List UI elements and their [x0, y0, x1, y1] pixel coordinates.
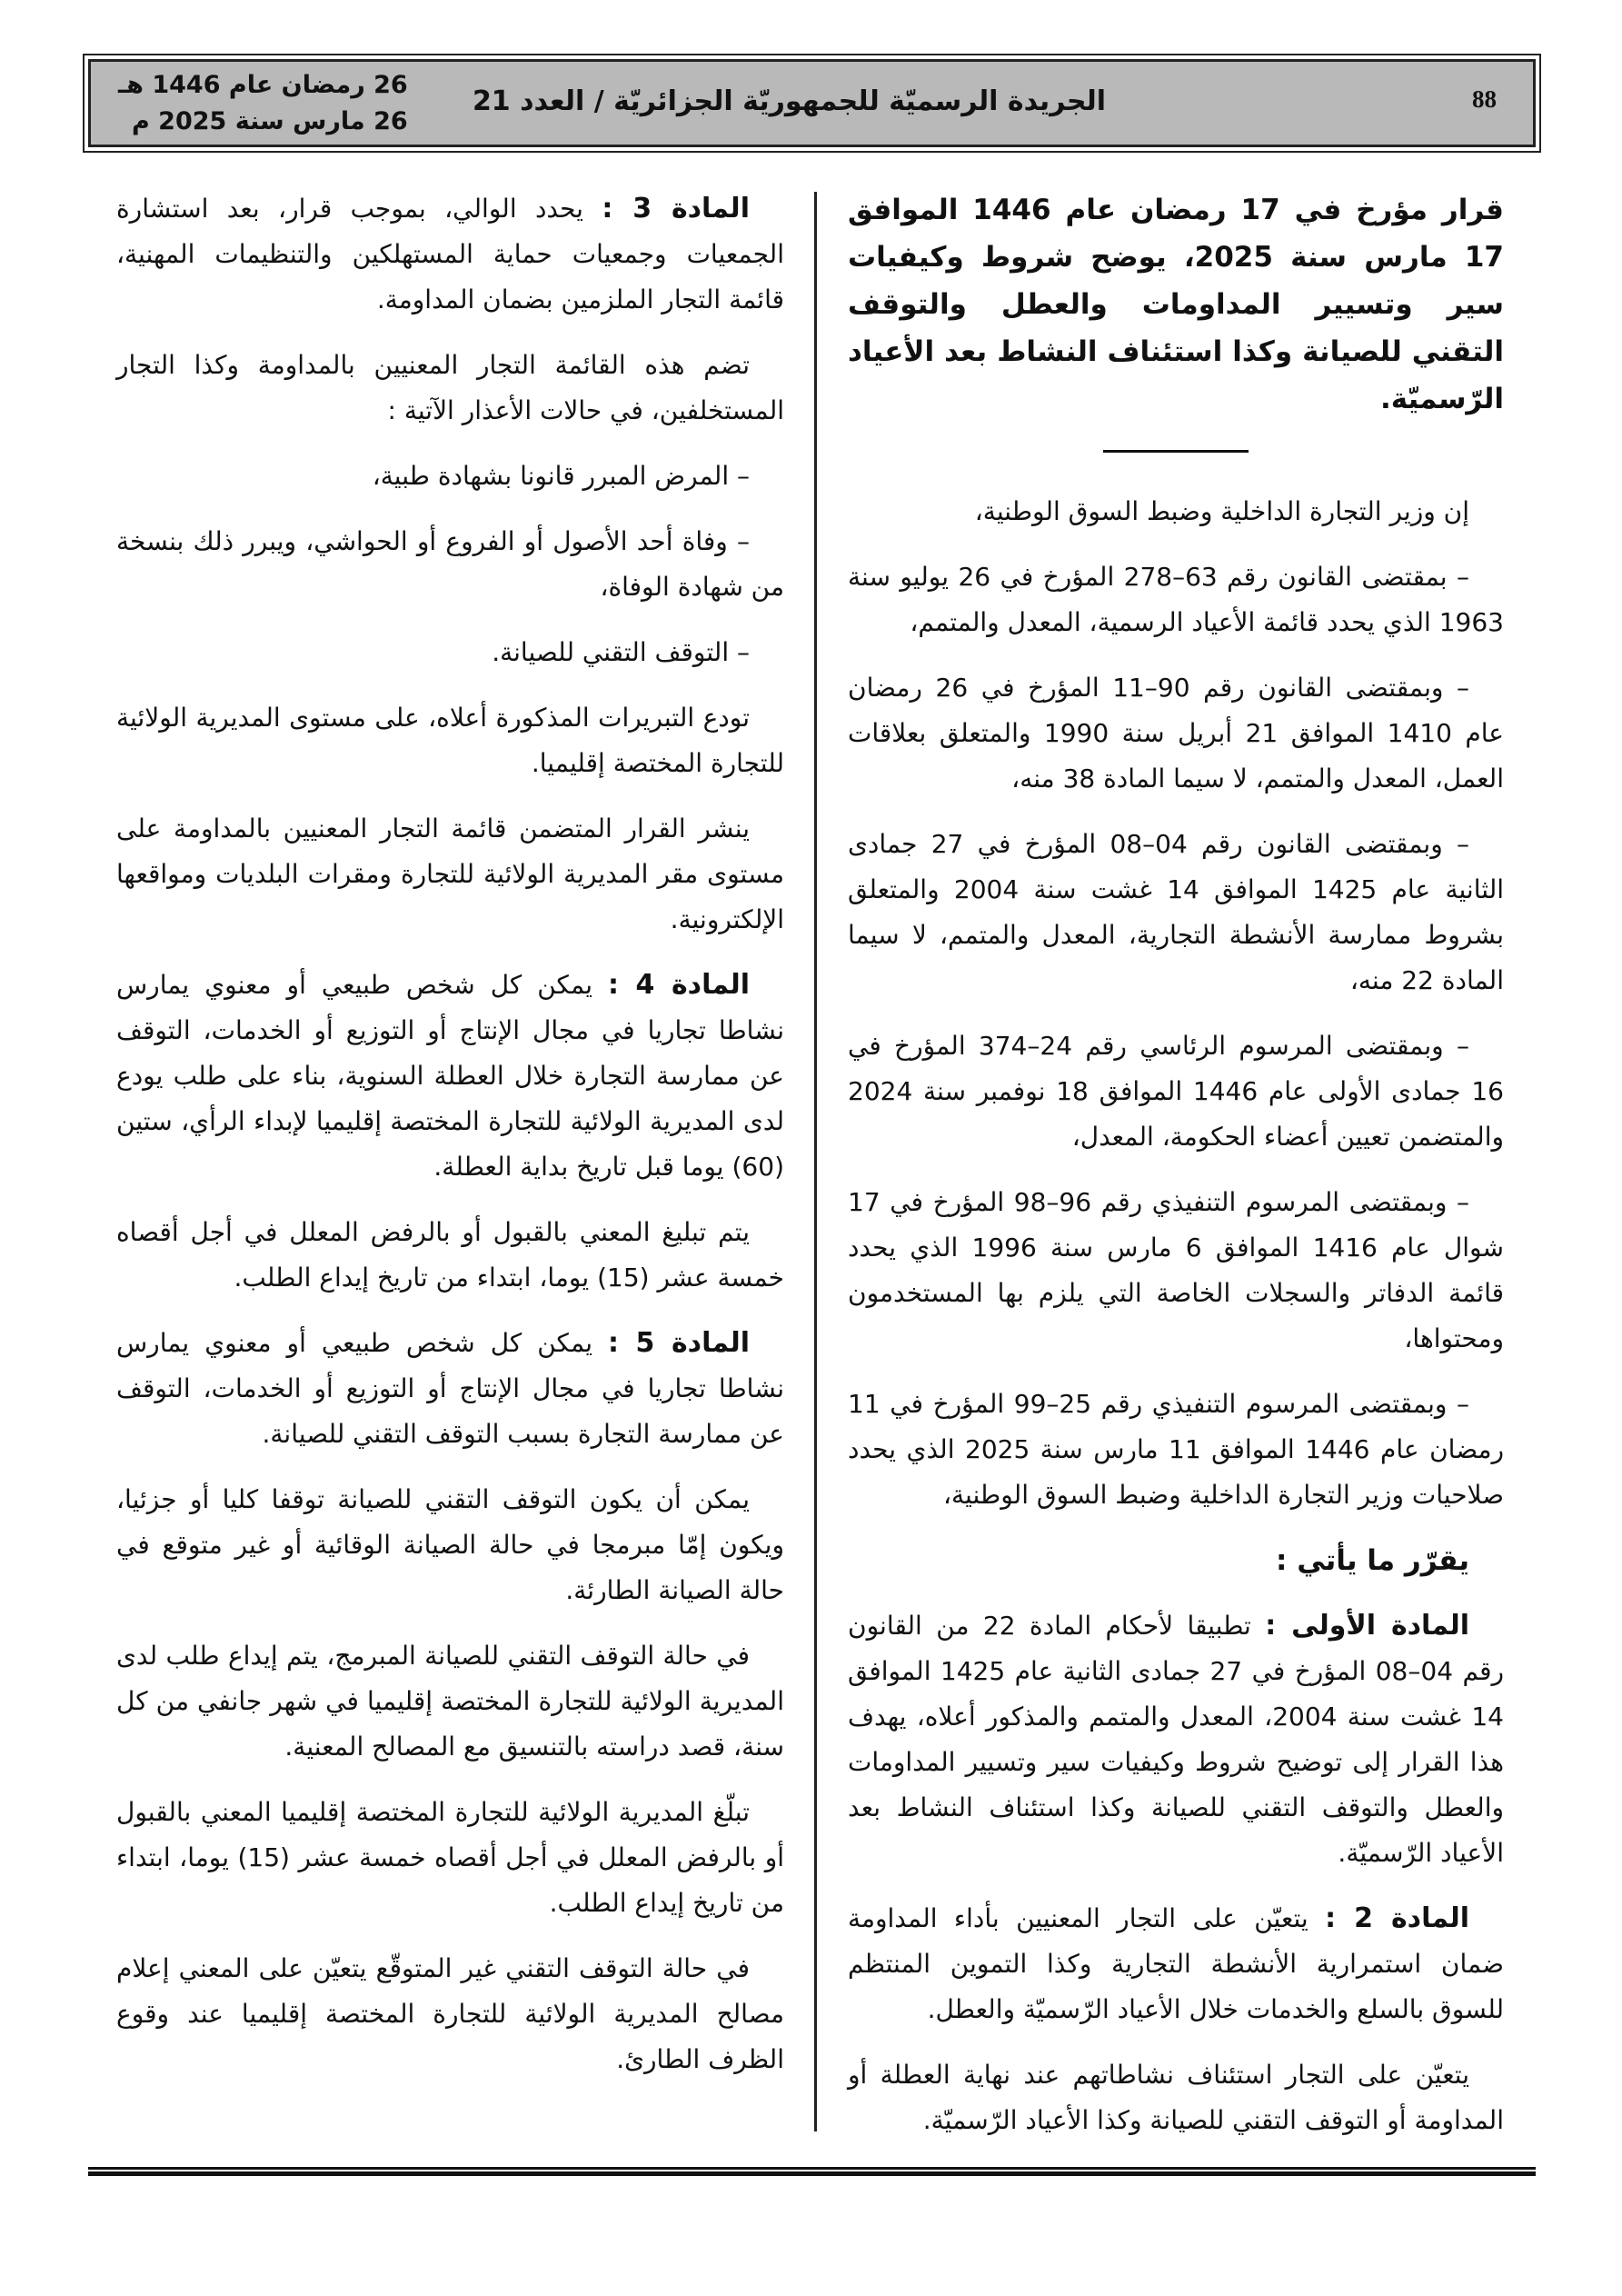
visa-item: – وبمقتضى المرسوم الرئاسي رقم 24–374 المؤرخ في 16 جمادى الأولى عام 1446 الموافق 18 نوفمبر سنة 2024 والمتضمن تعيين أعضاء الحكومة، المعدل، [848, 1031, 1504, 1152]
preamble-intro: إن وزير التجارة الداخلية وضبط السوق الوطنية، [974, 496, 1469, 526]
article-3-paragraph: تودع التبريرات المذكورة أعلاه، على مستوى المديرية الولائية للتجارة المختصة إقليميا. [116, 703, 784, 778]
article-3-paragraph: – التوقف التقني للصيانة. [492, 637, 750, 667]
visa-item: – بمقتضى القانون رقم 63–278 المؤرخ في 26 يوليو سنة 1963 الذي يحدد قائمة الأعياد الرسمية، المعدل والمتمم، [848, 562, 1504, 637]
article-2 [848, 1896, 1504, 2032]
article-label: المادة 2 : [1325, 1902, 1469, 1934]
article-5-paragraph: يمكن أن يكون التوقف التقني للصيانة توقفا كليا أو جزئيا، ويكون إمّا مبرمجا في حالة الصيانة الوقائية أو غير متوقع في حالة الصيانة الطارئة. [116, 1484, 784, 1605]
article-text: يحدد الوالي، بموجب قرار، بعد استشارة الجمعيات وجمعيات حماية المستهلكين والتنظيمات المهنية، قائمة التجار الملزمين بضمان المداومة. [116, 194, 784, 314]
article-label: المادة 4 : [608, 969, 750, 1001]
article-3-paragraph: – المرض المبرر قانونا بشهادة طبية، [372, 461, 750, 491]
column-divider [814, 192, 817, 2131]
article-text: تطبيقا لأحكام المادة 22 من القانون رقم 04–08 المؤرخ في 27 جمادى الثانية عام 1425 الموافق 14 غشت سنة 2004، المعدل والمتمم والمذكور أعلاه، يهدف هذا القرار إلى توضيح شروط وكيفيات سير وتسيير المداومات والعطل والتوقف التقني للصيانة وكذا استئناف النشاط بعد الأعياد الرّسميّة. [848, 1611, 1504, 1868]
article-4 [116, 963, 784, 1190]
visa-item: – وبمقتضى المرسوم التنفيذي رقم 25–99 المؤرخ في 11 رمضان عام 1446 الموافق 11 مارس سنة 2025 الذي يحدد صلاحيات وزير التجارة الداخلية وضبط السوق الوطنية، [848, 1389, 1504, 1510]
article-5-paragraph: في حالة التوقف التقني للصيانة المبرمج، يتم إيداع طلب لدى المديرية الولائية للتجارة المختصة إقليميا في شهر جانفي من كل سنة، قصد دراسته بالتنسيق مع المصالح المعنية. [116, 1641, 784, 1762]
article-4-paragraph: يتم تبليغ المعني بالقبول أو بالرفض المعلل في أجل أقصاه خمسة عشر (15) يوما، ابتداء من تاريخ إيداع الطلب. [116, 1217, 784, 1293]
date-hijri: 26 رمضان عام 1446 هـ [118, 71, 408, 99]
visa-item: – وبمقتضى القانون رقم 90–11 المؤرخ في 26 رمضان عام 1410 الموافق 21 أبريل سنة 1990 والمتعلق بعلاقات العمل، المعدل والمتمم، لا سيما المادة 38 منه، [848, 673, 1505, 794]
article-5-paragraph: تبلّغ المديرية الولائية للتجارة المختصة إقليميا المعني بالقبول أو بالرفض المعلل في أجل أقصاه خمسة عشر (15) يوما، ابتداء من تاريخ إيداع الطلب. [116, 1797, 784, 1918]
article-label: المادة 3 : [602, 193, 750, 225]
issue-date [118, 67, 408, 140]
article-1 [848, 1603, 1504, 1876]
page-number: 88 [1472, 85, 1497, 113]
visa-item: – وبمقتضى المرسوم التنفيذي رقم 96–98 المؤرخ في 17 شوال عام 1416 الموافق 6 مارس سنة 1996 الذي يحدد قائمة الدفاتر والسجلات الخاصة التي يلزم بها المستخدمون ومحتواها، [848, 1187, 1504, 1353]
article-3-paragraph: – وفاة أحد الأصول أو الفروع أو الحواشي، ويبرر ذلك بنسخة من شهادة الوفاة، [116, 526, 784, 602]
article-5 [116, 1321, 784, 1457]
decides-heading: يقرّر ما يأتي : [1276, 1544, 1469, 1577]
article-3-paragraph: ينشر القرار المتضمن قائمة التجار المعنيين بالمداومة على مستوى مقر المديرية الولائية للتجارة ومقرات البلديات ومواقعها الإلكترونية. [116, 814, 784, 934]
article-3-paragraph: تضم هذه القائمة التجار المعنيين بالمداومة وكذا التجار المستخلفين، في حالات الأعذار الآتية : [116, 350, 784, 425]
article-text: يمكن كل شخص طبيعي أو معنوي يمارس نشاطا تجاريا في مجال الإنتاج أو التوزيع أو الخدمات، التوقف عن ممارسة التجارة بسبب التوقف التقني للصيانة. [116, 1328, 784, 1449]
article-label: المادة الأولى : [1265, 1610, 1469, 1642]
date-gregorian: 26 مارس سنة 2025 م [131, 107, 408, 135]
article-5-paragraph: في حالة التوقف التقني غير المتوقّع يتعيّن على المعني إعلام مصالح المديرية الولائية للتجارة المختصة إقليميا عند وقوع الظرف الطارئ. [116, 1953, 784, 2074]
article-3 [116, 186, 784, 323]
footer-rule [88, 2167, 1536, 2176]
article-text: يتعيّن على التجار المعنيين بأداء المداومة ضمان استمرارية الأنشطة التجارية وكذا التموين المنتظم للسوق بالسلع والخدمات خلال الأعياد الرّسميّة والعطل. [848, 1903, 1504, 2024]
left-column [116, 186, 784, 2102]
journal-title: الجريدة الرسميّة للجمهوريّة الجزائريّة / العدد 21 [472, 85, 1106, 117]
decree-title: قرار مؤرخ في 17 رمضان عام 1446 الموافق 17 مارس سنة 2025، يوضح شروط وكيفيات سير وتسيير المداومات والعطل والتوقف التقني للصيانة وكذا استئناف النشاط بعد الأعياد الرّسميّة. [848, 194, 1504, 415]
visa-item: – وبمقتضى القانون رقم 04–08 المؤرخ في 27 جمادى الثانية عام 1425 الموافق 14 غشت سنة 2004 والمتعلق بشروط ممارسة الأنشطة التجارية، المعدل والمتمم، لا سيما المادة 22 منه، [848, 829, 1504, 995]
article-label: المادة 5 : [608, 1327, 750, 1359]
right-column [848, 186, 1504, 2163]
title-separator [1103, 450, 1249, 453]
article-2-paragraph: يتعيّن على التجار استئناف نشاطاتهم عند نهاية العطلة أو المداومة أو التوقف التقني للصيانة وكذا الأعياد الرّسميّة. [848, 2060, 1504, 2135]
page-header [88, 59, 1536, 147]
article-text: يمكن كل شخص طبيعي أو معنوي يمارس نشاطا تجاريا في مجال الإنتاج أو التوزيع أو الخدمات، التوقف عن ممارسة التجارة خلال العطلة السنوية، بناء على طلب يودع لدى المديرية الولائية للتجارة المختصة إقليميا لإبداء الرأي، ستين (60) يوما قبل تاريخ بداية العطلة. [116, 970, 784, 1182]
